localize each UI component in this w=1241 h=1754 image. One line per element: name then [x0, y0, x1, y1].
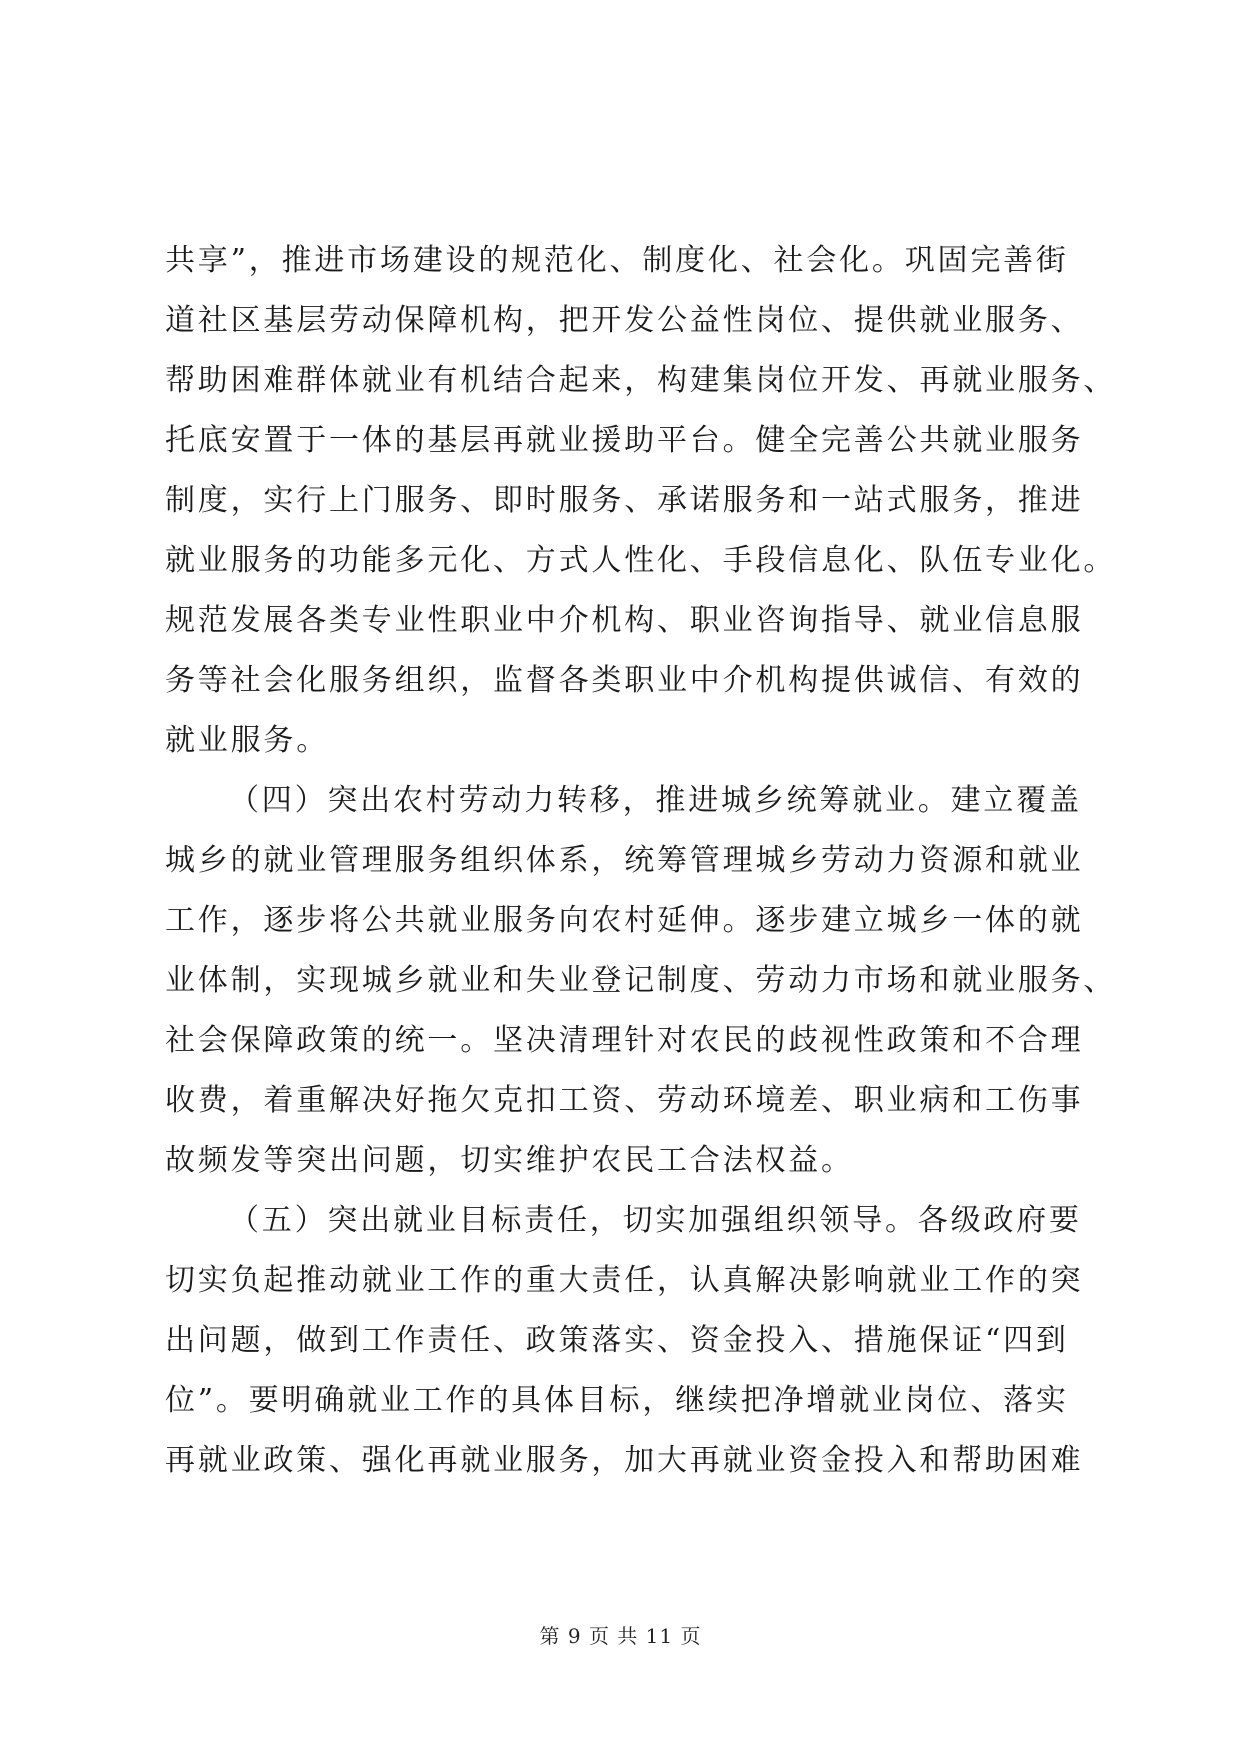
- text-line: 托底安置于一体的基层再就业援助平台。健全完善公共就业服务: [165, 423, 1084, 458]
- text-line: 收费，着重解决好拖欠克扣工资、劳动环境差、职业病和工伤事: [165, 1083, 1084, 1118]
- text-line: 工作，逐步将公共就业服务向农村延伸。逐步建立城乡一体的就: [165, 903, 1084, 938]
- body-text: [165, 231, 1117, 1491]
- paragraph-heading-line: （四）突出农村劳动力转移，推进城乡统筹就业。建立覆盖: [229, 783, 1082, 818]
- text-line: 切实负起推动就业工作的重大责任，认真解决影响就业工作的突: [165, 1263, 1084, 1298]
- text-line: 城乡的就业管理服务组织体系，统筹管理城乡劳动力资源和就业: [165, 843, 1084, 878]
- text-line: 务等社会化服务组织，监督各类职业中介机构提供诚信、有效的: [165, 663, 1084, 698]
- text-line: 规范发展各类专业性职业中介机构、职业咨询指导、就业信息服: [165, 603, 1084, 638]
- page-number-footer: 第 9 页 共 11 页: [539, 1624, 702, 1648]
- text-line: 道社区基层劳动保障机构，把开发公益性岗位、提供就业服务、: [165, 303, 1084, 338]
- text-line: 出问题，做到工作责任、政策落实、资金投入、措施保证“四到: [165, 1323, 1069, 1358]
- paragraph-heading-line: （五）突出就业目标责任，切实加强组织领导。各级政府要: [229, 1203, 1082, 1238]
- text-line: 故频发等突出问题，切实维护农民工合法权益。: [165, 1143, 854, 1178]
- text-line: 业体制，实现城乡就业和失业登记制度、劳动力市场和就业服务、: [165, 963, 1117, 998]
- text-line: 再就业政策、强化再就业服务，加大再就业资金投入和帮助困难: [165, 1443, 1084, 1478]
- text-line: 社会保障政策的统一。坚决清理针对农民的歧视性政策和不合理: [165, 1023, 1084, 1058]
- text-line: 制度，实行上门服务、即时服务、承诺服务和一站式服务，推进: [165, 483, 1084, 518]
- text-line: 就业服务的功能多元化、方式人性化、手段信息化、队伍专业化。: [165, 543, 1117, 578]
- text-line: 就业服务。: [165, 723, 329, 758]
- text-line: 帮助困难群体就业有机结合起来，构建集岗位开发、再就业服务、: [165, 363, 1117, 398]
- text-line: 位”。要明确就业工作的具体目标，继续把净增就业岗位、落实: [165, 1383, 1069, 1418]
- text-line: 共享”，推进市场建设的规范化、制度化、社会化。巩固完善街: [165, 243, 1069, 278]
